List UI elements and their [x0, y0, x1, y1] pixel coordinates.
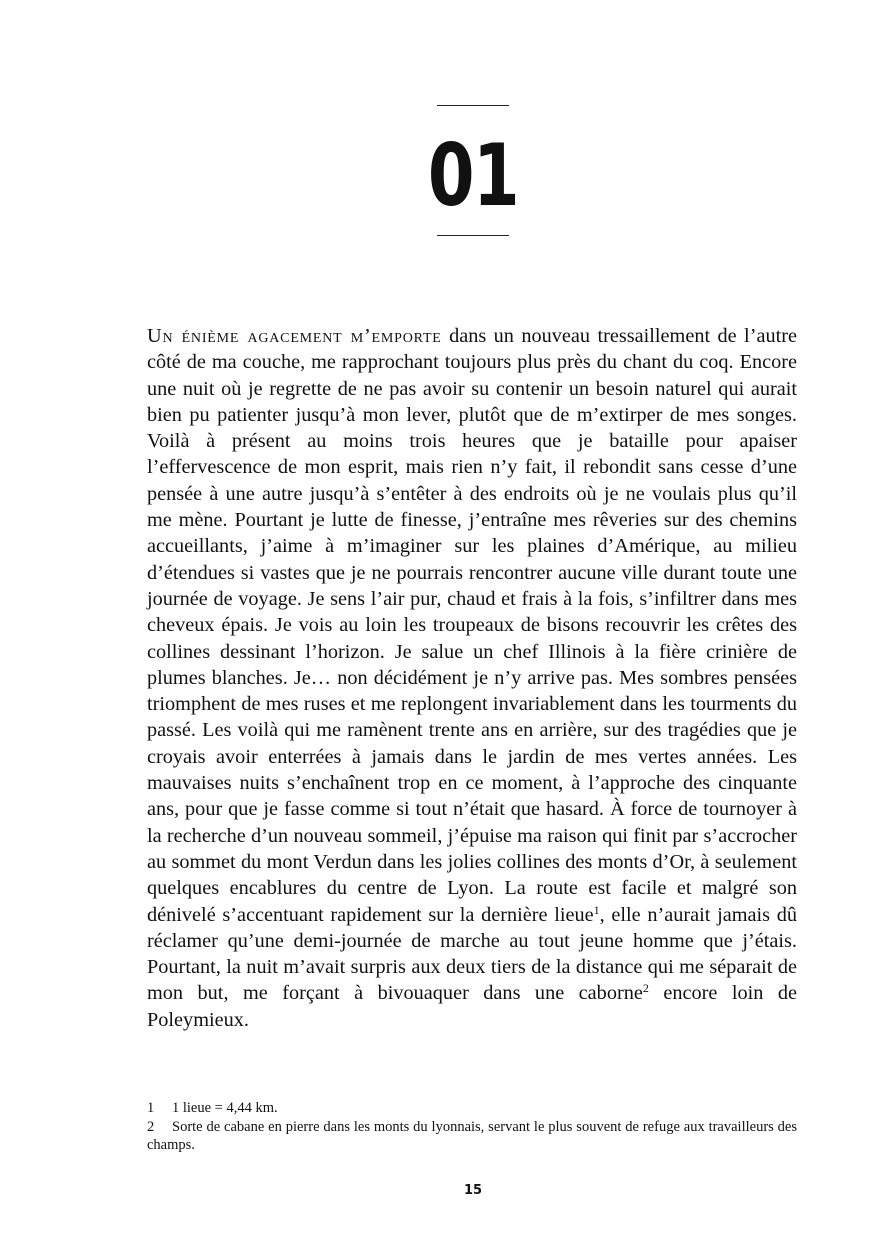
opening-small-caps: Un énième agacement m’emporte — [147, 325, 442, 347]
footnote-number: 2 — [147, 1118, 155, 1135]
footnote-text: Sorte de cabane en pierre dans les monts du lyonnais, servant le plus souvent de refuge aux travailleurs des champs. — [147, 1118, 797, 1153]
body-text-part-3: encore loin de Poleymieux. — [147, 982, 797, 1031]
top-rule — [437, 105, 509, 106]
body-text-part-1: dans un nouveau tressaillement de l’autre côté de ma couche, me rapprochant toujours plus près du chant du coq. Encore une nuit où je regrette de ne pas avoir su contenir un besoin naturel qui aurait bien pu patienter jusqu’à mon lever, plutôt que de m’extirper de mes songes. Voilà à présent au moins trois heures que je bataille pour apaiser l’effervescence de mon esprit, mais rien n’y fait, il rebondit sans cesse d’une pensée à une autre jusqu’à s’entêter à des endroits où je ne voulais plus qu’il me mène. Pourtant je lutte de finesse, j’entraîne mes rêveries sur des chemins accueillants, j’aime à m’imaginer sur les plaines d’Amérique, au milieu d’étendues si vastes que je ne pourrais rencontrer aucune ville durant toute une journée de voyage. Je sens l’air pur, chaud et frais à la fois, s’infiltrer dans mes cheveux épais. Je vois au loin les troupeaux de bisons recouvrir les crêtes des collines dessinant l’horizon. Je salue un chef Illinois à la fière crinière de plumes blanches. Je… non décidément je n’y arrive pas. Mes sombres pensées triomphent de mes ruses et me replongent invariablement dans les tourments du passé. Les voilà qui me ramènent trente ans en arrière, sur des tragédies que je croyais avoir enterrées à jamais dans le jardin de mes vertes années. Les mauvaises nuits s’enchaînent trop en ce moment, à l’approche des cinquante ans, pour que je fasse comme si tout n’était que hasard. À force de tournoyer à la recherche d’un nouveau sommeil, j’épuise ma raison qui finit par s’accrocher au sommet du mont Verdun dans les jolies collines des monts d’Or, à seulement quelques encablures du centre de Lyon. La route est facile et malgré son dénivelé s’accentuant rapidement sur la dernière lieue — [147, 325, 797, 926]
body-paragraph — [147, 323, 797, 1033]
page-number: 15 — [463, 1183, 483, 1198]
bottom-rule — [437, 235, 509, 236]
footnotes — [147, 1099, 797, 1155]
footnote-number: 1 — [147, 1100, 155, 1116]
footnote-1 — [147, 1099, 797, 1118]
chapter-number: 01 — [427, 126, 519, 226]
footnote-reference-1[interactable]: 1 — [593, 902, 600, 917]
footnote-2 — [147, 1118, 797, 1155]
body-text-part-2: , elle n’aurait jamais dû réclamer qu’une demi-journée de marche au tout jeune homme que j’étais. Pourtant, la nuit m’avait surpris aux deux tiers de la distance qui me séparait de mon but, me forçant à bivouaquer dans une caborne — [147, 903, 797, 1005]
footnote-text: 1 lieue = 4,44 km. — [172, 1100, 278, 1116]
footnote-reference-2[interactable]: 2 — [642, 981, 649, 996]
